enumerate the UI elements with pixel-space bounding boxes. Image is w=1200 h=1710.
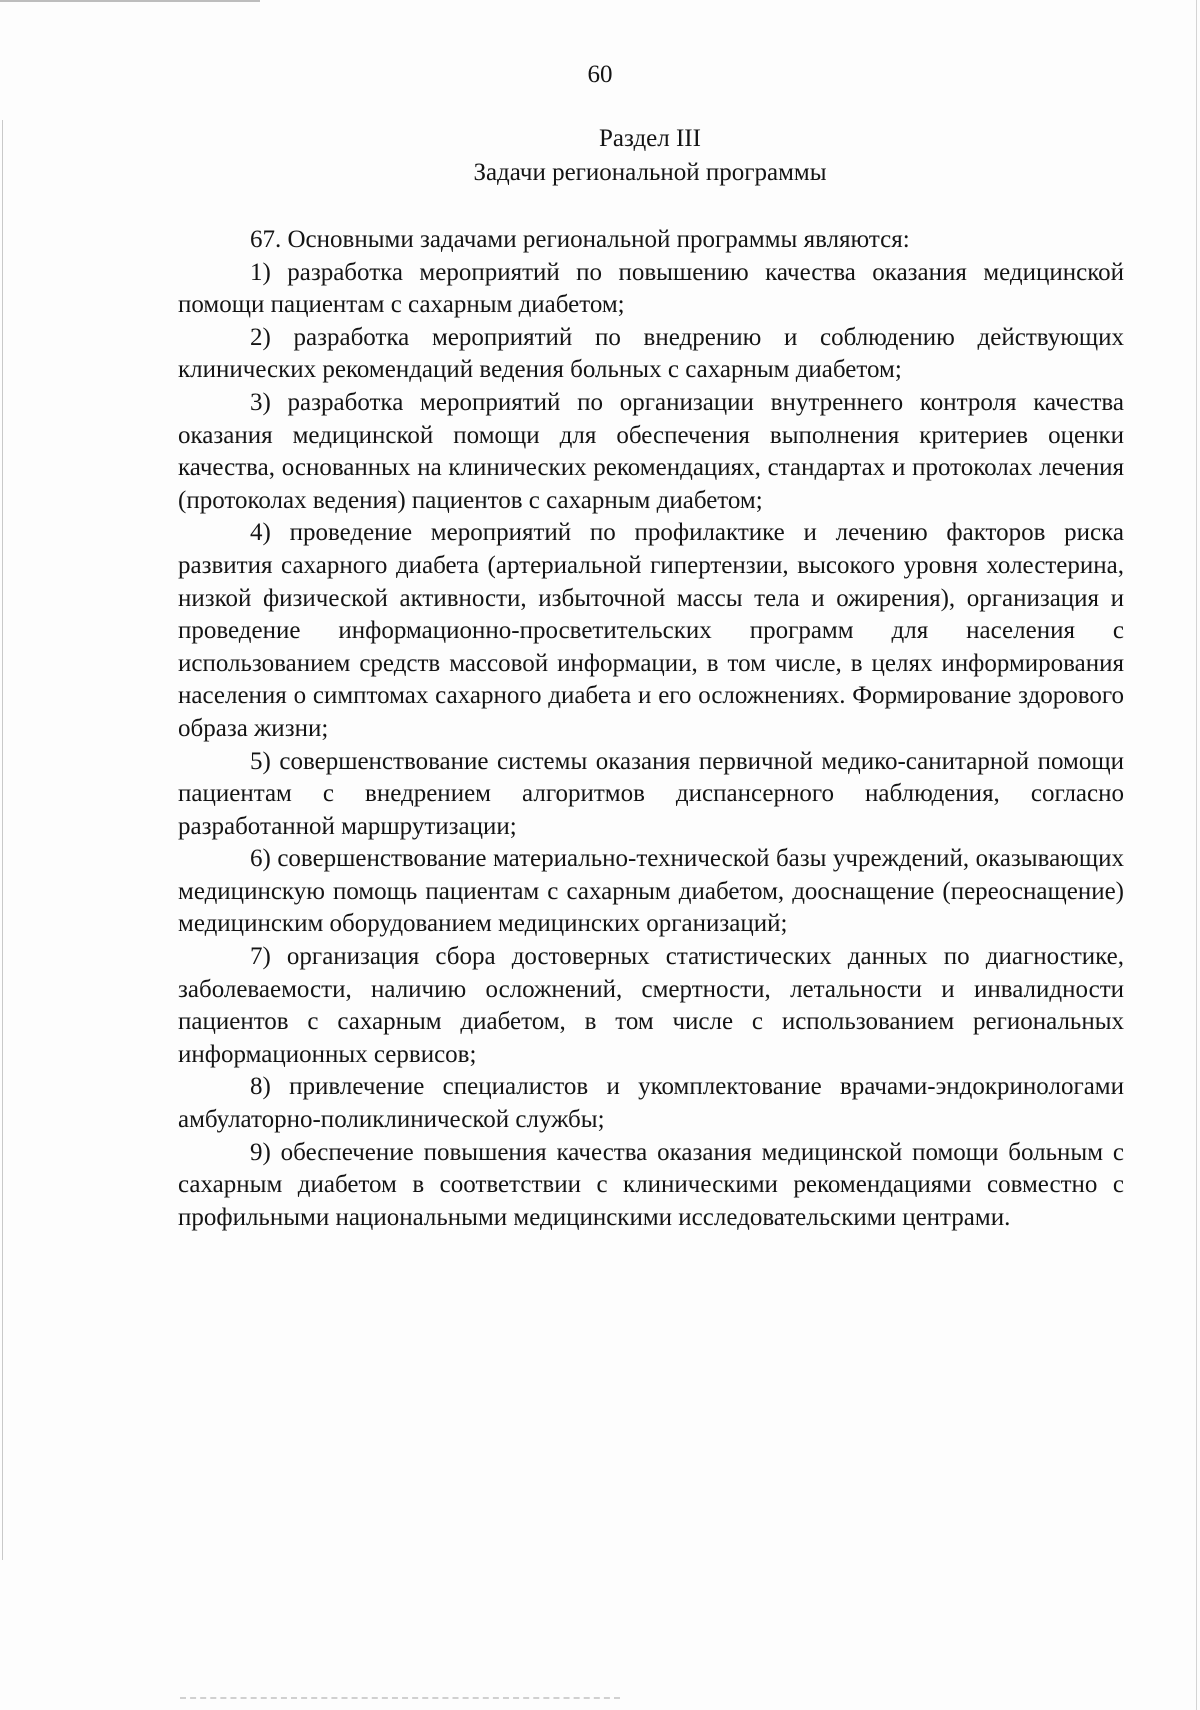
scan-artifact-right-edge (1196, 0, 1197, 1710)
list-item-9: 9) обеспечение повышения качества оказания медицинской помощи больным с сахарным диабетом в соответствии с клиническими рекомендациями совместно с профильными национальными медицинскими исследовательскими центрами. (178, 1138, 1124, 1231)
section-title: Задачи региональной программы (473, 159, 827, 186)
paragraph-67-intro: 67. Основными задачами региональной программы являются: (250, 226, 910, 253)
list-item-3: 3) разработка мероприятий по организации внутреннего контроля качества оказания медицинской помощи для обеспечения выполнения критериев оценки качества, основанных на клинических рекомендациях, стандартах и протоколах лечения (протоколах ведения) пациентов с сахарным диабетом; (178, 388, 1124, 514)
list-item-7: 7) организация сбора достоверных статистических данных по диагностике, заболеваемости, наличию осложнений, смертности, летальности и инвалидности пациентов с сахарным диабетом, в том числе с использованием региональных информационных сервисов; (178, 943, 1124, 1068)
section-label: Раздел III (599, 125, 701, 152)
document-body (178, 224, 1124, 1234)
scan-artifact-bottom (180, 1697, 620, 1702)
page-number: 60 (587, 61, 613, 88)
scan-artifact-left-edge (2, 120, 3, 1560)
list-item-2: 2) разработка мероприятий по внедрению и соблюдению действующих клинических рекомендаций ведения больных с сахарным диабетом; (178, 323, 1124, 384)
list-item-4: 4) проведение мероприятий по профилактике и лечению факторов риска развития сахарного диабета (артериальной гипертензии, высокого уровня холестерина, низкой физической активности, избыточной массы тела и ожирения), организация и проведение информационно-просветительских программ для населения с использованием средств массовой информации, в том числе, в целях информирования населения о симптомах сахарного диабета и его осложнениях. Формирование здорового образа жизни; (178, 519, 1124, 742)
list-item-6: 6) совершенствование материально-технической базы учреждений, оказывающих медицинскую помощь пациентам с сахарным диабетом, дооснащение (переоснащение) медицинским оборудованием медицинских организаций; (178, 845, 1124, 938)
list-item-5: 5) совершенствование системы оказания первичной медико-санитарной помощи пациентам с внедрением алгоритмов диспансерного наблюдения, согласно разработанной маршрутизации; (178, 747, 1124, 840)
list-item-8: 8) привлечение специалистов и укомплектование врачами-эндокринологами амбулаторно-поликлинической службы; (178, 1073, 1124, 1134)
list-item-1: 1) разработка мероприятий по повышению качества оказания медицинской помощи пациентам с сахарным диабетом; (178, 258, 1124, 319)
scan-artifact-top (0, 0, 260, 2)
